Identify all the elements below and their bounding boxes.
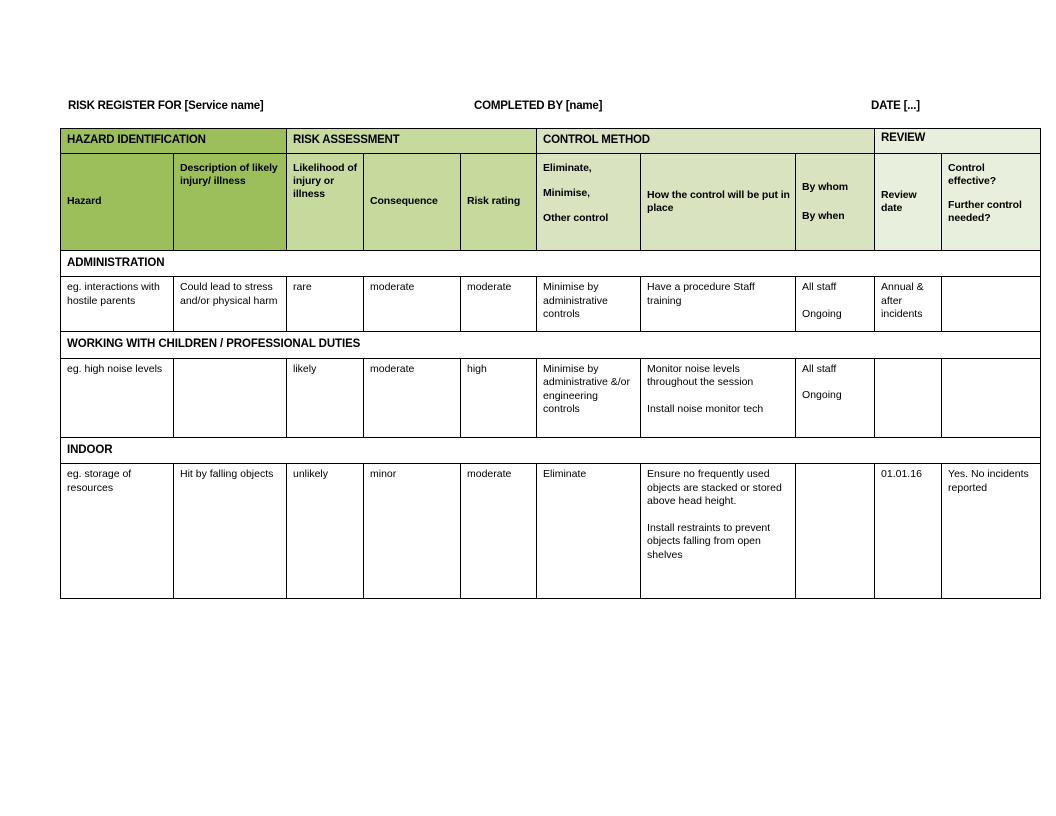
cell-how-control <box>641 358 796 437</box>
cell-review-date: 01.01.16 <box>875 464 942 599</box>
how-control-part-2: Install noise monitor tech <box>647 402 764 415</box>
section-header-row <box>61 437 1041 464</box>
group-hazard-identification: HAZARD IDENTIFICATION <box>61 129 287 154</box>
column-description: Description of likely injury/ illness <box>174 153 287 250</box>
cell-consequence: minor <box>364 464 461 599</box>
cell-by-whom: All staff <box>802 281 837 293</box>
cell-by-whom-by-when <box>796 464 875 599</box>
section-header-row <box>61 332 1041 359</box>
column-risk-rating: Risk rating <box>461 153 537 250</box>
risk-register-table <box>60 128 1041 599</box>
group-header-row <box>61 129 1041 154</box>
cell-review-date: Annual & after incidents <box>875 277 942 332</box>
column-hazard: Hazard <box>61 153 174 250</box>
column-how-control: How the control will be put in place <box>641 153 796 250</box>
control-type-minimise: Minimise, <box>543 186 590 199</box>
column-by-whom-by-when <box>796 153 875 250</box>
how-control-part-2: Install restraints to prevent objects falling from open shelves <box>647 521 771 561</box>
cell-consequence: moderate <box>364 358 461 437</box>
cell-hazard: eg. interactions with hostile parents <box>61 277 174 332</box>
cell-by-whom-by-when <box>796 358 875 437</box>
control-type-other: Other control <box>543 211 609 224</box>
cell-control-effective <box>942 358 1041 437</box>
section-header-row <box>61 250 1041 277</box>
title-completed-by: COMPLETED BY [name] <box>474 100 603 112</box>
cell-control-type: Eliminate <box>537 464 641 599</box>
column-by-when: By when <box>802 209 845 222</box>
section-title-administration: ADMINISTRATION <box>61 250 1041 277</box>
group-control-method: CONTROL METHOD <box>537 129 875 154</box>
further-control-question: Further control needed? <box>948 198 1022 224</box>
column-header-row <box>61 153 1041 250</box>
cell-likelihood: rare <box>287 277 364 332</box>
cell-by-whom-by-when <box>796 277 875 332</box>
control-effective-question: Control effective? <box>948 161 997 187</box>
column-control-effective <box>942 153 1041 250</box>
cell-how-control <box>641 464 796 599</box>
section-title-indoor: INDOOR <box>61 437 1041 464</box>
title-date: DATE [...] <box>871 100 920 112</box>
cell-description: Could lead to stress and/or physical harm <box>174 277 287 332</box>
cell-description: Hit by falling objects <box>174 464 287 599</box>
how-control-part-1: Monitor noise levels throughout the session <box>647 362 754 388</box>
cell-by-when: Ongoing <box>802 389 842 401</box>
table-row <box>61 358 1041 437</box>
cell-by-when: Ongoing <box>802 307 842 320</box>
cell-hazard: eg. storage of resources <box>61 464 174 599</box>
section-title-working-with-children: WORKING WITH CHILDREN / PROFESSIONAL DUTIES <box>61 332 1041 359</box>
column-by-whom: By whom <box>802 180 849 193</box>
cell-description <box>174 358 287 437</box>
column-control-type <box>537 153 641 250</box>
cell-likelihood: likely <box>287 358 364 437</box>
group-risk-assessment: RISK ASSESSMENT <box>287 129 537 154</box>
cell-by-whom: All staff <box>802 362 837 375</box>
cell-consequence: moderate <box>364 277 461 332</box>
how-control-part-1: Ensure no frequently used objects are stacked or stored above head height. <box>647 468 782 507</box>
cell-review-date <box>875 358 942 437</box>
title-service-name: RISK REGISTER FOR [Service name] <box>68 100 264 112</box>
cell-control-type: Minimise by administrative &/or engineering controls <box>537 358 641 437</box>
column-review-date: Review date <box>875 153 942 250</box>
control-type-eliminate: Eliminate, <box>543 161 592 174</box>
table-row <box>61 464 1041 599</box>
how-control-part-1: Have a procedure Staff training <box>647 281 755 307</box>
column-likelihood: Likelihood of injury or illness <box>287 153 364 250</box>
cell-risk-rating: high <box>461 358 537 437</box>
group-review: REVIEW <box>875 129 1041 154</box>
document-title-row <box>68 100 1040 116</box>
cell-control-effective <box>942 277 1041 332</box>
cell-how-control <box>641 277 796 332</box>
cell-risk-rating: moderate <box>461 277 537 332</box>
cell-hazard: eg. high noise levels <box>61 358 174 437</box>
column-consequence: Consequence <box>364 153 461 250</box>
cell-likelihood: unlikely <box>287 464 364 599</box>
cell-risk-rating: moderate <box>461 464 537 599</box>
cell-control-effective: Yes. No incidents reported <box>942 464 1041 599</box>
table-row <box>61 277 1041 332</box>
cell-control-type: Minimise by administrative controls <box>537 277 641 332</box>
